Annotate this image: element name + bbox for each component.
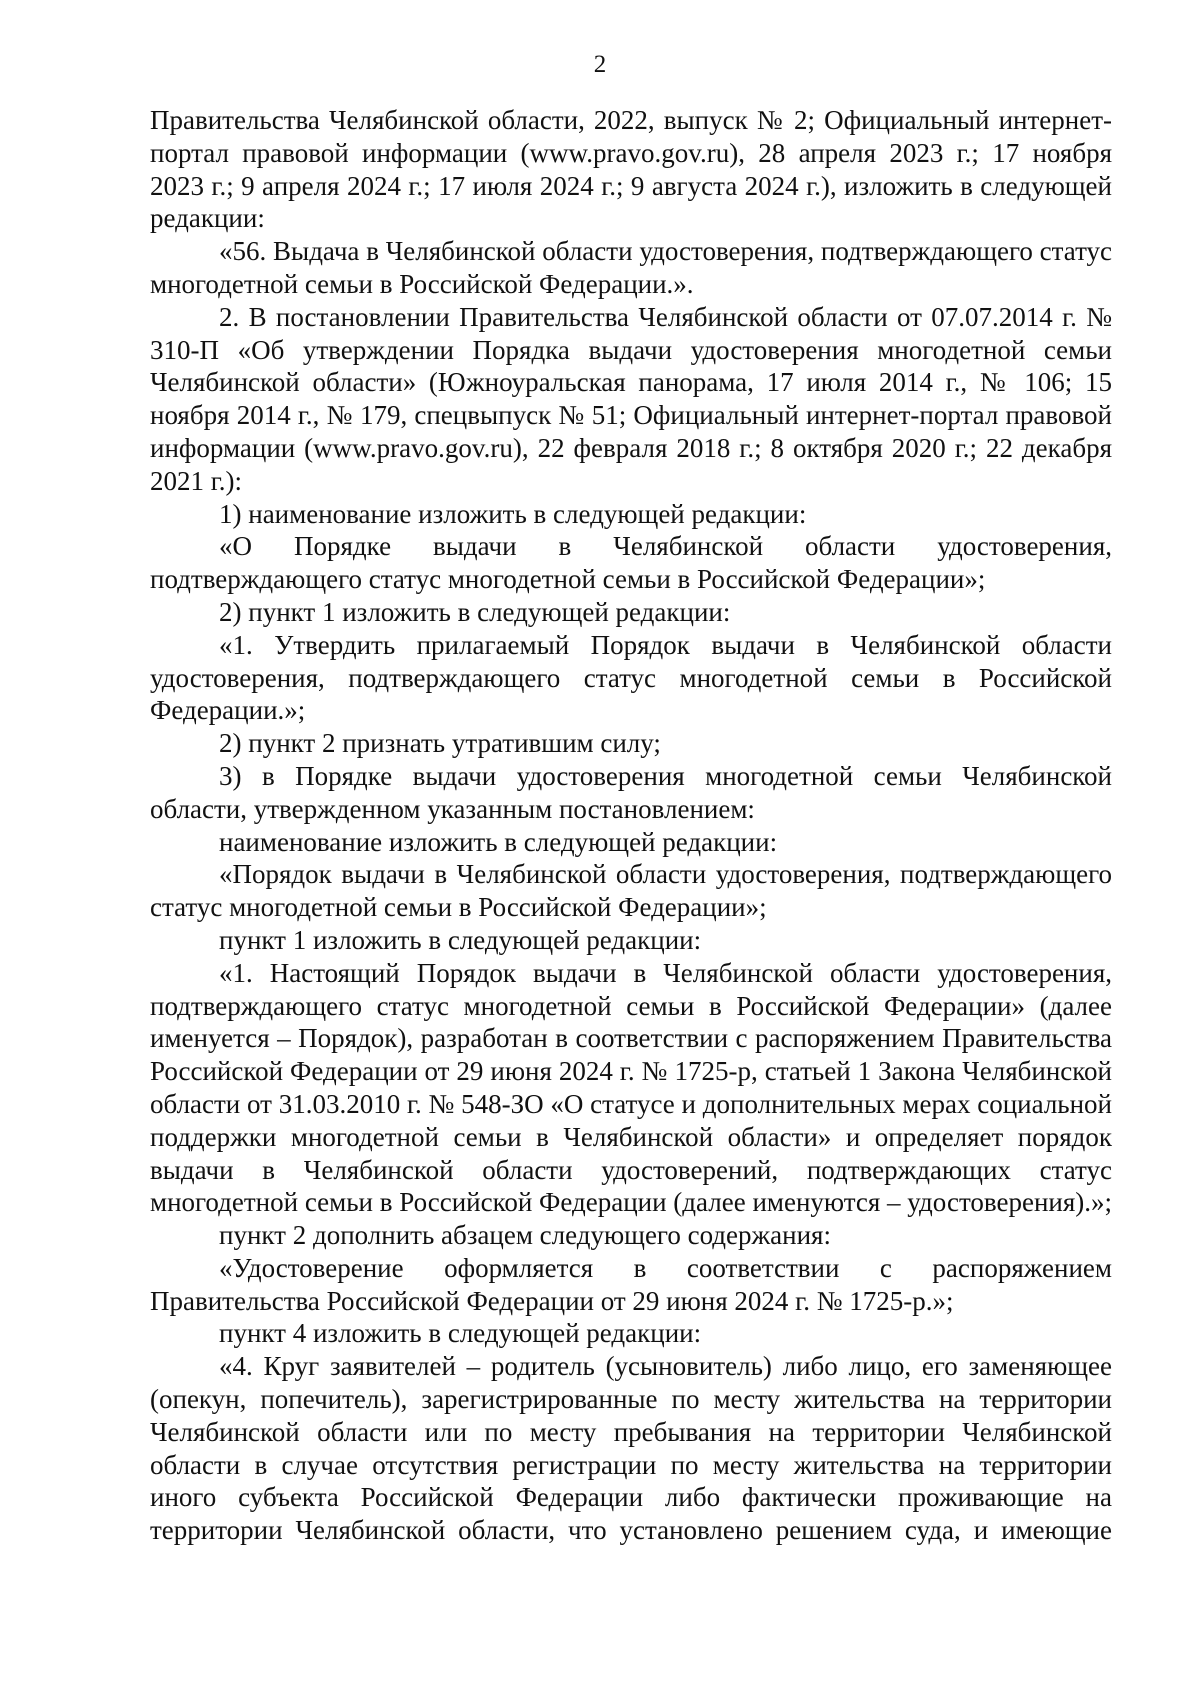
paragraph-point-1-instruction: пункт 1 изложить в следующей редакции: (219, 924, 702, 955)
paragraph-quote-title: «О Порядке выдачи в Челябинской области удостоверения, подтверждающего статус многодетной семьи в Российской Федерации»; (150, 531, 1112, 595)
paragraph-quote-order-title: «Порядок выдачи в Челябинской области удостоверения, подтверждающего статус многодетной семьи в Российской Федерации»; (150, 859, 1112, 923)
page-number: 2 (593, 51, 607, 78)
paragraph-subitem-2-point-1: 2) пункт 1 изложить в следующей редакции: (219, 596, 731, 627)
paragraph-subitem-1: 1) наименование изложить в следующей редакции: (219, 498, 807, 529)
paragraph-item-56: «56. Выдача в Челябинской области удостоверения, подтверждающего статус многодетной семьи в Российской Федерации.». (150, 236, 1112, 299)
paragraph-point-4-instruction: пункт 4 изложить в следующей редакции: (219, 1318, 702, 1349)
paragraph-continuation: Правительства Челябинской области, 2022, выпуск № 2; Официальный интернет-портал правовой информации (www.pravo.gov.ru), 28 апреля 2023 г.; 17 ноября 2023 г.; 9 апреля 2024 г.; 17 июля 2024 г.; 9 августа 2024 г.), изложить в следующей редакции: (150, 105, 1112, 234)
paragraph-subitem-2-point-2: 2) пункт 2 признать утратившим силу; (219, 728, 661, 759)
paragraph-quote-order-point-4: «4. Круг заявителей – родитель (усыновитель) либо лицо, его заменяющее (опекун, попечитель), зарегистрированные по месту жительства на территории Челябинской области или по месту пребывания на территории Челябинской области в случае отсутствия регистрации по месту жительства на территории иного субъекта Российской Федерации либо фактически проживающие на территории Челябинской области, что установлено решением суда, и имеющие (150, 1351, 1112, 1546)
paragraph-quote-point-1: «1. Утвердить прилагаемый Порядок выдачи в Челябинской области удостоверения, подтверждающего статус многодетной семьи в Российской Федерации.»; (150, 629, 1112, 726)
paragraph-section-2: 2. В постановлении Правительства Челябинской области от 07.07.2014 г. № 310-П «Об утверждении Порядка выдачи удостоверения многодетной семьи Челябинской области» (Южноуральская панорама, 17 июля 2014 г., № 106; 15 ноября 2014 г., № 179, спецвыпуск № 51; Официальный интернет-портал правовой информации (www.pravo.gov.ru), 22 февраля 2018 г.; 8 октября 2020 г.; 22 декабря 2021 г.): (150, 301, 1112, 496)
paragraph-subitem-3: 3) в Порядке выдачи удостоверения многодетной семьи Челябинской области, утвержденном указанным постановлением: (150, 760, 1112, 824)
paragraph-quote-order-point-1: «1. Настоящий Порядок выдачи в Челябинской области удостоверения, подтверждающего статус многодетной семьи в Российской Федерации» (далее именуется – Порядок), разработан в соответствии с распоряжением Правительства Российской Федерации от 29 июня 2024 г. № 1725-р, статьей 1 Закона Челябинской области от 31.03.2010 г. № 548-ЗО «О статусе и дополнительных мерах социальной поддержки многодетной семьи в Челябинской области» и определяет порядок выдачи в Челябинской области удостоверений, подтверждающих статус многодетной семьи в Российской Федерации (далее именуются – удостоверения).»; (150, 957, 1113, 1218)
paragraph-title-instruction: наименование изложить в следующей редакции: (219, 826, 778, 857)
document-body (150, 104, 1112, 1547)
paragraph-point-2-instruction: пункт 2 дополнить абзацем следующего содержания: (219, 1220, 831, 1251)
paragraph-quote-order-point-2: «Удостоверение оформляется в соответствии с распоряжением Правительства Российской Федерации от 29 июня 2024 г. № 1725-р.»; (150, 1252, 1112, 1316)
